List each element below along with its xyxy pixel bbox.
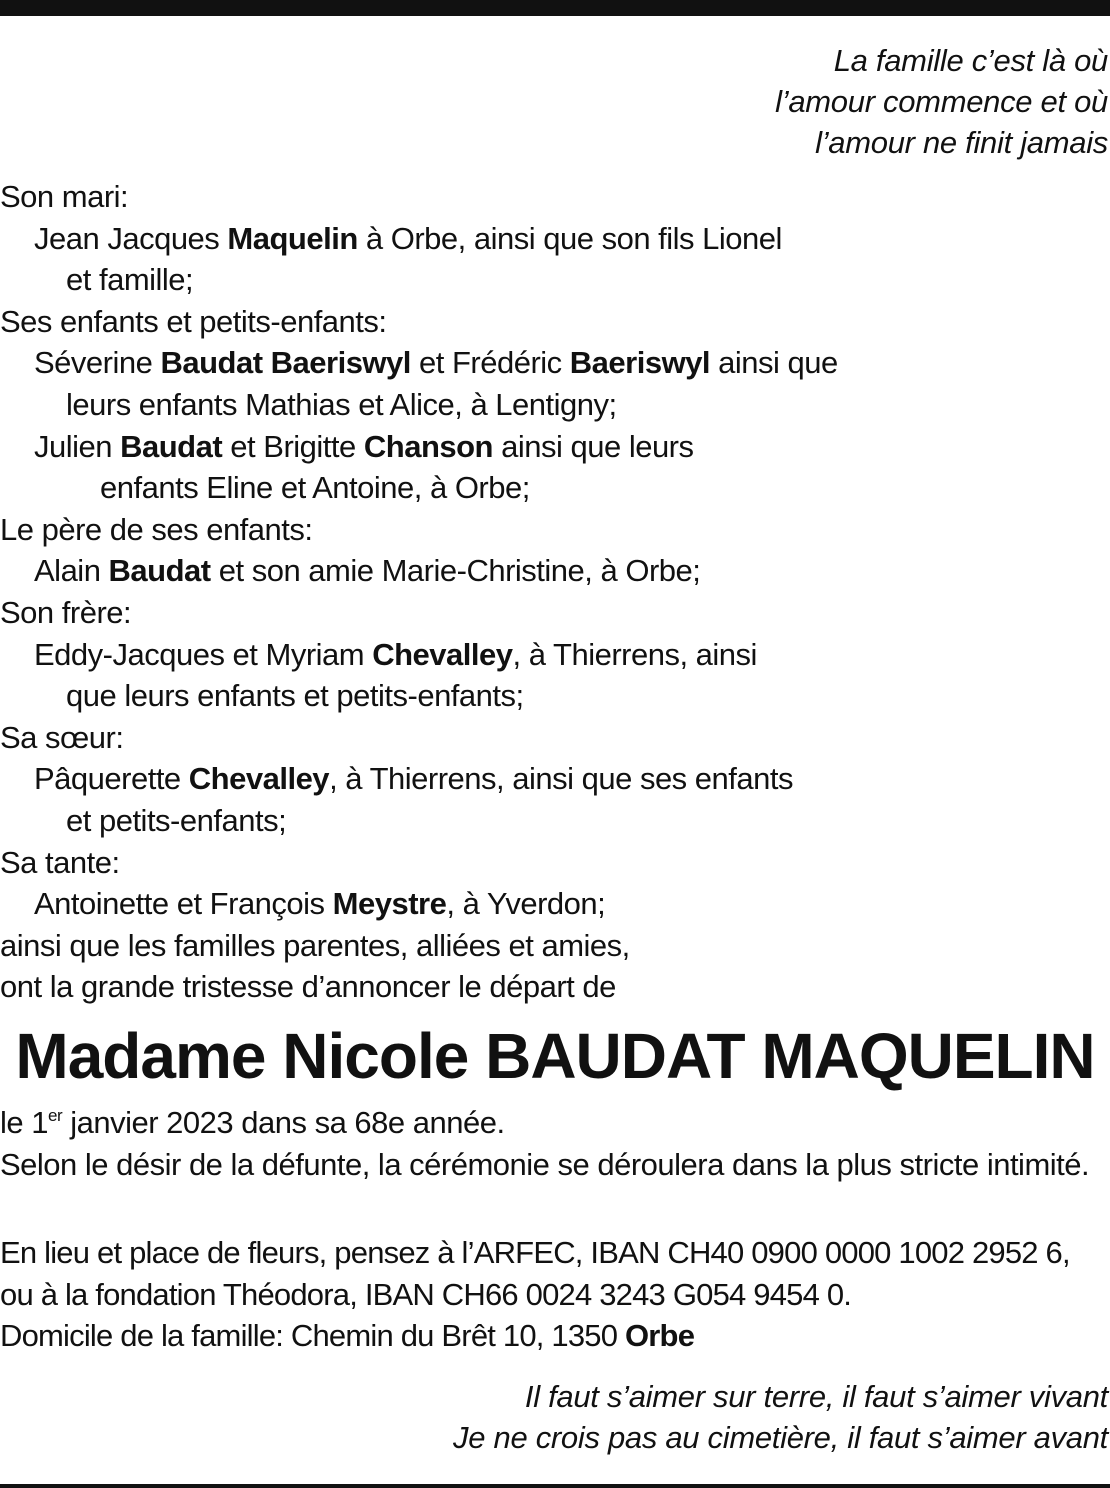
surname: Chanson <box>363 428 493 464</box>
surname: Chevalley <box>188 761 330 797</box>
text-fragment: ainsi que leurs <box>493 428 694 464</box>
surname: Baudat <box>108 553 211 589</box>
surname: Chevalley <box>372 636 513 672</box>
text-fragment: et son amie Marie-Christine, à Orbe; <box>210 553 701 589</box>
text-fragment: le 1 <box>0 1105 48 1140</box>
text-fragment: , à Thierrens, ainsi que ses enfants <box>329 761 793 797</box>
children-heading: Ses enfants et petits-enfants: <box>0 303 387 339</box>
text-fragment: Domicile de la famille: Chemin du Brêt 10, 1350 <box>0 1318 625 1354</box>
child-entry-cont: leurs enfants Mathias et Alice, à Lentigny; <box>66 386 617 422</box>
surname: Meystre <box>332 886 447 922</box>
ceremony-notice: Selon le désir de la défunte, la cérémonie se déroulera dans la plus stricte intimité. <box>0 1146 1090 1182</box>
family-address <box>0 1315 1110 1357</box>
husband-heading: Son mari: <box>0 179 129 214</box>
text-fragment: , à Yverdon; <box>446 886 606 922</box>
surname: Baudat Baeriswyl <box>160 345 411 381</box>
closing-line: Je ne crois pas au cimetière, il faut s’aimer avant <box>453 1420 1108 1455</box>
brother-heading: Son frère: <box>0 594 132 630</box>
text-fragment: Jean Jacques <box>34 220 228 256</box>
text-fragment: Antoinette et François <box>34 886 333 922</box>
announcement-line: ont la grande tristesse d’annoncer le départ de <box>0 969 616 1005</box>
town: Orbe <box>624 1318 695 1354</box>
epigraph-line: l’amour ne finit jamais <box>815 125 1108 160</box>
husband-entry <box>0 218 1110 260</box>
child-entry <box>0 342 1110 384</box>
epigraph-line: La famille c’est là où <box>833 43 1108 78</box>
surname: Baudat <box>120 428 223 464</box>
death-details <box>0 1102 1110 1185</box>
closing-line: Il faut s’aimer sur terre, il faut s’aimer vivant <box>524 1379 1108 1414</box>
surname: Maquelin <box>227 220 358 256</box>
text-fragment: ainsi que <box>710 345 838 381</box>
text-fragment: Pâquerette <box>34 761 189 797</box>
text-fragment: et Brigitte <box>222 428 364 464</box>
father-entry <box>0 550 1110 592</box>
text-fragment: , à Thierrens, ainsi <box>512 636 757 672</box>
brother-entry <box>0 634 1110 676</box>
family-list <box>0 176 1110 1008</box>
text-fragment: Eddy-Jacques et Myriam <box>34 636 373 672</box>
top-border-rule <box>0 0 1110 16</box>
text-fragment: à Orbe, ainsi que son fils Lionel <box>357 220 782 256</box>
epigraph-quote <box>775 40 1108 163</box>
aunt-heading: Sa tante: <box>0 844 120 880</box>
child-entry <box>0 426 1110 468</box>
text-fragment: Julien <box>34 428 121 464</box>
husband-entry-cont: et famille; <box>66 262 194 298</box>
text-fragment: et Frédéric <box>410 345 570 381</box>
brother-entry-cont: que leurs enfants et petits-enfants; <box>66 678 524 714</box>
sister-entry <box>0 758 1110 800</box>
sister-entry-cont: et petits-enfants; <box>66 802 287 838</box>
text-fragment: janvier 2023 dans sa 68e année. <box>62 1105 505 1140</box>
ordinal-suffix: er <box>47 1106 63 1125</box>
donation-line: En lieu et place de fleurs, pensez à l’ARFEC, IBAN CH40 0900 0000 1002 2952 6, <box>0 1235 1070 1270</box>
donation-info <box>0 1232 1110 1357</box>
deceased-name: Madame Nicole BAUDAT MAQUELIN <box>15 1020 1095 1092</box>
aunt-entry <box>0 883 1110 925</box>
closing-quote <box>453 1376 1108 1458</box>
donation-line: ou à la fondation Théodora, IBAN CH66 0024 3243 G054 9454 0. <box>0 1276 852 1312</box>
sister-heading: Sa sœur: <box>0 719 124 755</box>
epigraph-line: l’amour commence et où <box>775 84 1108 119</box>
death-date <box>0 1102 1110 1144</box>
father-heading: Le père de ses enfants: <box>0 511 313 547</box>
text-fragment: Séverine <box>34 345 161 381</box>
text-fragment: Alain <box>34 553 109 589</box>
child-entry-cont: enfants Eline et Antoine, à Orbe; <box>100 470 530 506</box>
surname: Baeriswyl <box>569 345 711 381</box>
relatives-line: ainsi que les familles parentes, alliées et amies, <box>0 927 630 963</box>
bottom-border-rule <box>0 1484 1110 1488</box>
